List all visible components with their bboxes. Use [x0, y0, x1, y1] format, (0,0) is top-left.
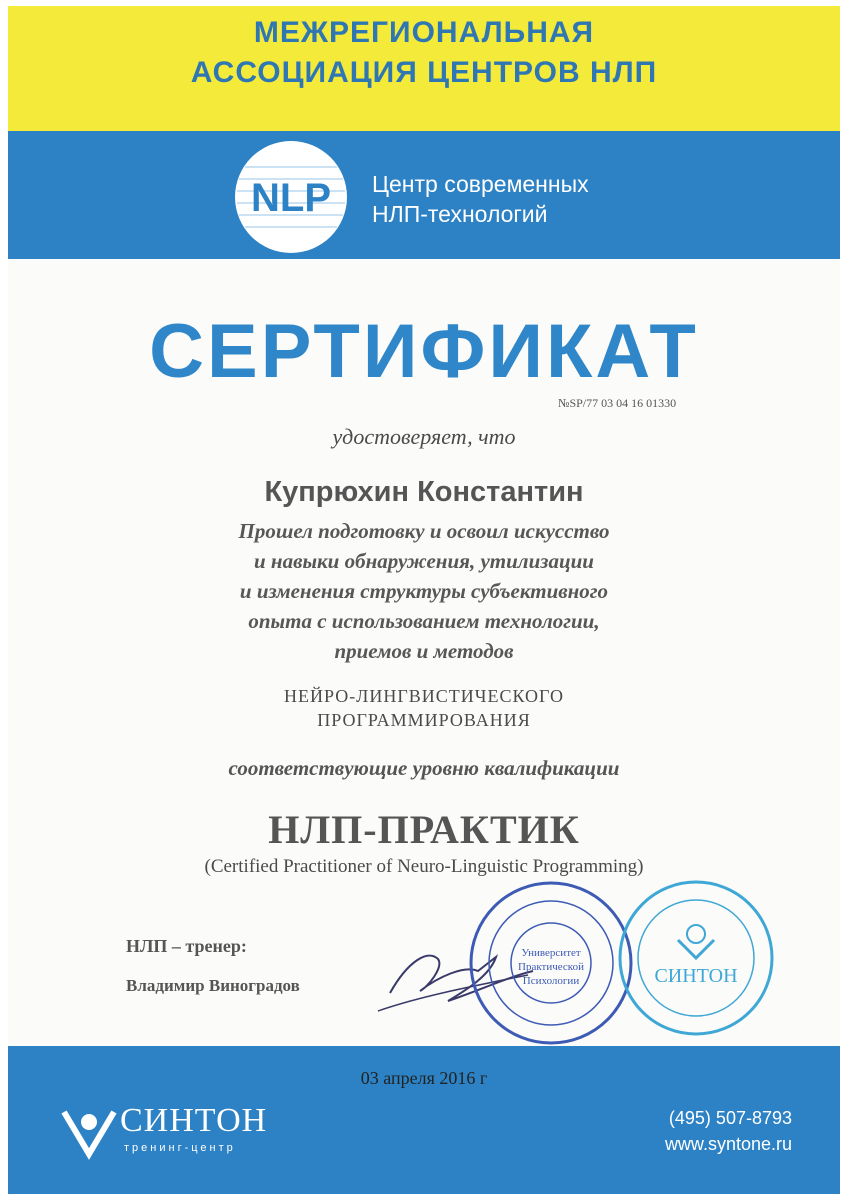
recipient-name: Купрюхин Константин	[264, 476, 584, 508]
svg-text:СИНТОН: СИНТОН	[654, 965, 738, 987]
certificate	[8, 6, 840, 1194]
certificate-date: 03 апреля 2016 г	[360, 1068, 488, 1088]
program-name	[8, 684, 840, 732]
center-name-line2: НЛП-технологий	[372, 201, 548, 227]
description-line: и изменения структуры субъективного	[239, 579, 609, 603]
website-link[interactable]: www.syntone.ru	[664, 1134, 792, 1154]
certificate-title: СЕРТИФИКАТ	[149, 309, 699, 394]
description-line: и навыки обнаружения, утилизации	[254, 549, 594, 573]
description-line: Прошел подготовку и освоил искусство	[238, 519, 610, 543]
qualification-level: НЛП-ПРАКТИК	[268, 807, 580, 852]
association-title-line1: МЕЖРЕГИОНАЛЬНАЯ	[253, 16, 595, 49]
phone-number: (495) 507-8793	[668, 1108, 792, 1128]
level-intro-text: соответствующие уровню квалификации	[228, 756, 620, 780]
nlp-globe-logo-icon	[233, 139, 349, 255]
svg-text:NLP: NLP	[251, 176, 331, 220]
trainer-label: НЛП – тренер:	[126, 936, 247, 956]
svg-text:Университет: Университет	[521, 947, 581, 959]
svg-text:Практической: Практической	[518, 961, 584, 973]
footer-band	[8, 1046, 840, 1194]
university-seal-icon	[466, 878, 636, 1048]
synton-logo-icon	[60, 1104, 118, 1162]
description-line: приемов и методов	[334, 639, 514, 663]
header-yellow-band	[8, 6, 840, 131]
qualification-level-english: (Certified Practitioner of Neuro-Linguistic Programming)	[204, 856, 644, 877]
program-line1: НЕЙРО-ЛИНГВИСТИЧЕСКОГО	[283, 686, 565, 706]
svg-text:Психологии: Психологии	[522, 975, 580, 987]
center-name	[372, 169, 589, 229]
certifies-text: удостоверяет, что	[332, 424, 516, 449]
header-blue-band	[8, 131, 840, 259]
description-line: опыта с использованием технологии,	[248, 609, 600, 633]
training-description	[8, 516, 840, 666]
program-line2: ПРОГРАММИРОВАНИЯ	[317, 710, 531, 730]
association-title-line2: АССОЦИАЦИЯ ЦЕНТРОВ НЛП	[190, 56, 658, 89]
center-name-line1: Центр современных	[372, 171, 589, 197]
synton-brand-subtitle: тренинг-центр	[124, 1142, 236, 1154]
trainer-name: Владимир Виноградов	[126, 976, 300, 995]
synton-brand-name: СИНТОН	[120, 1102, 268, 1139]
synton-seal-icon	[616, 878, 776, 1038]
certificate-number: №SP/77 03 04 16 01330	[558, 396, 677, 410]
